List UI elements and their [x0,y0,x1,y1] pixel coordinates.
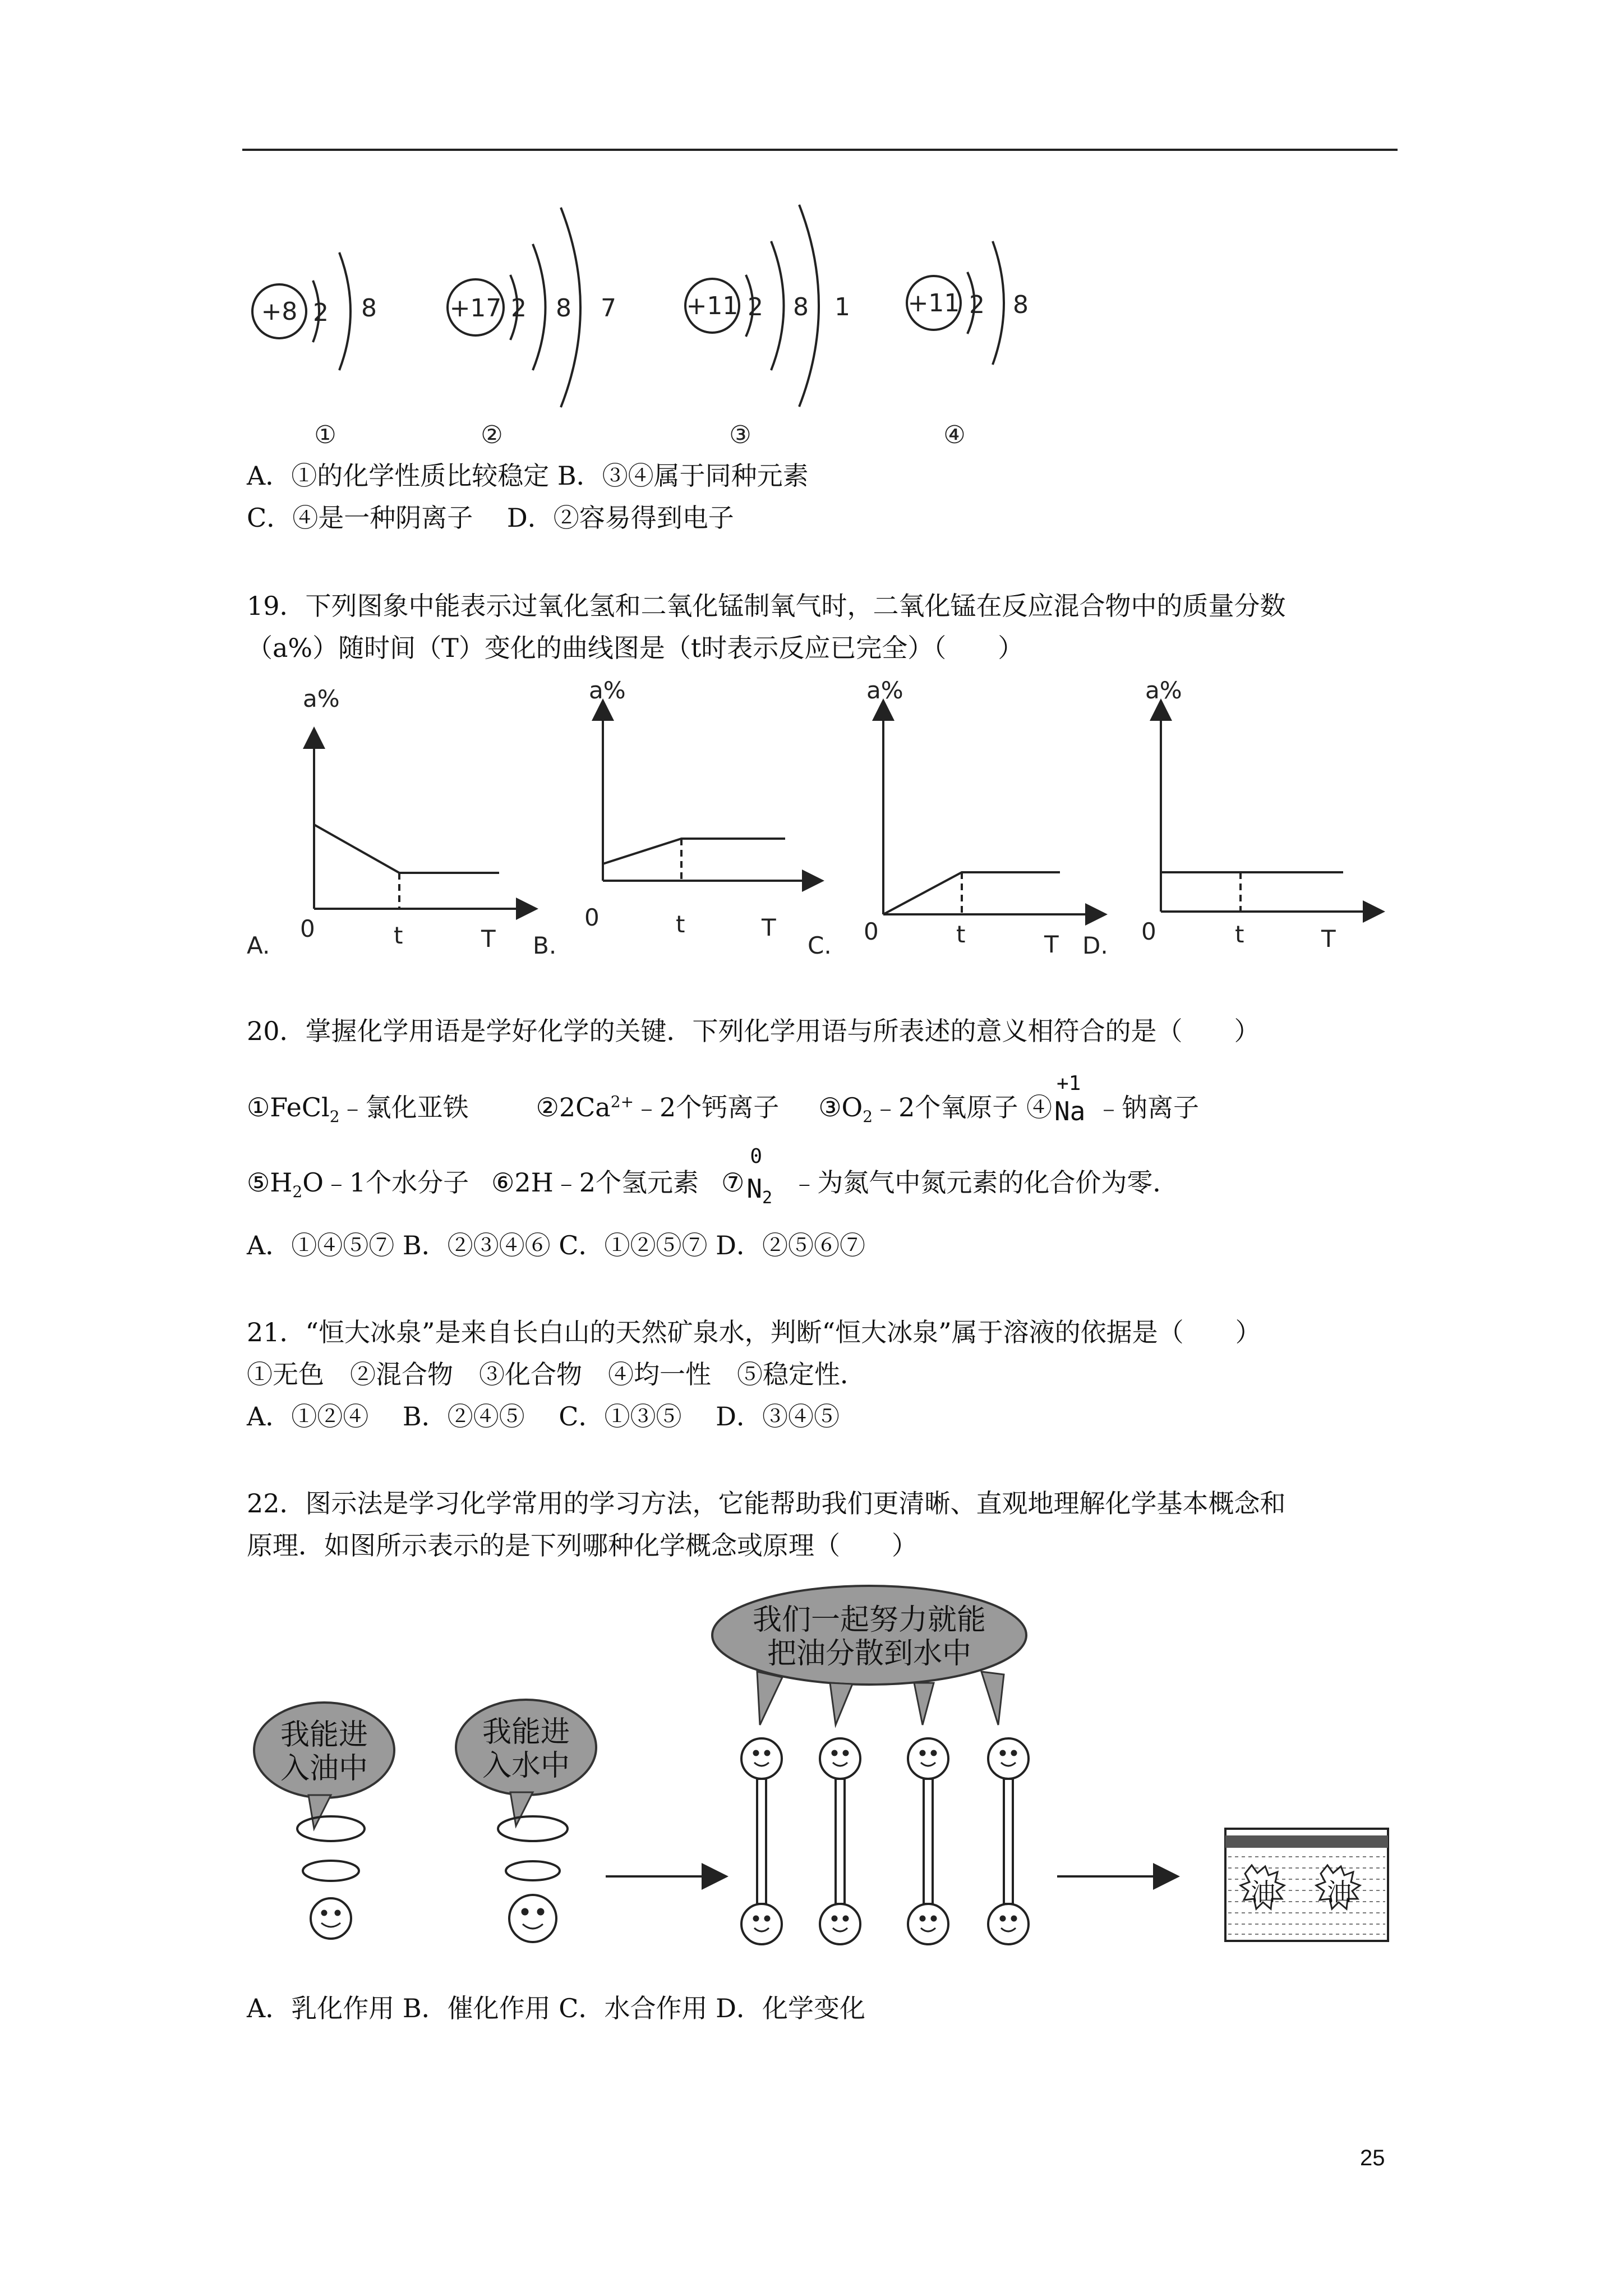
graphC-t: t [956,921,966,948]
q20-item7: ⑦ 0 $N_2$ ﹣为氮气中氮元素的化合价为零． [721,1145,1179,1208]
atom3-shell2: 8 [793,293,809,321]
q20-stem: 20．掌握化学用语是学好化学的关键．下列化学用语与所表述的意义相符合的是（ ） [247,1016,1260,1046]
atom4-shell2: 8 [1013,291,1029,319]
atom1-shell1: 2 [313,298,329,327]
atom2-shell1: 2 [511,294,527,323]
header-rule [242,149,1398,151]
atom2-label: ② [481,421,503,449]
graphA-t: t [394,922,403,949]
q18-options-line2: C．④是一种阴离子 D．②容易得到电子 [247,503,734,533]
graphB-x: T [762,914,776,941]
atom3-label: ③ [729,421,751,449]
graphC-ylabel: a% [866,679,903,704]
bubble-water-line2: 入水中 [482,1749,570,1783]
graphA-option: A. [247,932,270,959]
bubble-big-line2: 把油分散到水中 [767,1637,972,1671]
q20-items-line1: ①FeCl$_2$﹣氯化亚铁 $②2Ca^{2+}﹣2$个钙离子 $③O_2﹣2$个氧原子 ④ +1 Na ﹣钠离子 [247,1072,1199,1127]
atom1-label: ① [314,421,336,449]
emulsification-diagram [241,1582,1408,1986]
graphA-origin: 0 [300,915,315,942]
q20-item3: $③O_2﹣2$个氧原子 ④ [818,1092,1052,1126]
graphB-origin: 0 [584,904,600,931]
graphD-x: T [1321,925,1336,953]
atom3-nucleus: +11 [686,292,739,320]
atom1-shell2: 8 [361,294,377,323]
graphA-ylabel: a% [303,685,340,712]
graphB-option: B. [533,932,557,959]
emulsion-beaker-icon [1225,1829,1388,1941]
atom2-shell2: 8 [556,294,571,323]
q19-stem-line2: （a%）随时间（T）变化的曲线图是（t时表示反应已完全）（ ） [247,633,1024,663]
q22-stem-line2: 原理．如图所示表示的是下列哪种化学概念或原理（ ） [247,1530,917,1561]
graphB-t: t [676,910,685,938]
q22-stem-line1: 22．图示法是学习化学常用的学习方法，它能帮助我们更清晰、直观地理解化学基本概念和 [247,1488,1286,1519]
q20-item5: $⑤H_2O﹣1$个水分子 [247,1167,469,1202]
bubble-big-line1: 我们一起努力就能 [752,1603,986,1637]
graphD-t: t [1235,921,1244,948]
graphB-ylabel: a% [589,679,626,704]
atom4-label: ④ [943,421,966,449]
page-number: 25 [1360,2146,1385,2170]
graphA-x: T [481,925,496,953]
graphC-origin: 0 [864,918,879,945]
graphD-origin: 0 [1141,918,1156,945]
bubble-water-line1: 我能进 [482,1715,570,1749]
bubble-oil-line2: 入油中 [280,1752,368,1786]
q20-items-line2 [247,1145,1179,1209]
graphC-option: C. [808,932,832,959]
q20-item4-symbol: +1 Na [1054,1072,1086,1127]
q22-options: A．乳化作用 B．催化作用 C．水合作用 D．化学变化 [247,1993,865,2023]
q19-stem-line1: 19．下列图象中能表示过氧化氢和二氧化锰制氧气时，二氧化锰在反应混合物中的质量分数 [247,591,1286,621]
atom4-shell1: 2 [969,291,985,319]
q18-options-line1: A．①的化学性质比较稳定 B．③④属于同种元素 [247,461,809,491]
q21-items: ①无色 ②混合物 ③化合物 ④均一性 ⑤稳定性． [247,1359,866,1389]
q20-options: A．①④⑤⑦ B．②③④⑥ C．①②⑤⑦ D．②⑤⑥⑦ [247,1230,865,1260]
atom1-nucleus: +8 [261,297,298,326]
oil-droplet-label-1: 油 [1251,1878,1275,1907]
q20-item2: $②2Ca^{2+}﹣2$个钙离子 [536,1092,780,1123]
atom-structure-diagrams [241,191,1094,460]
q19-graphs [241,679,1396,970]
q20-item6: ⑥2H﹣2个氢元素 [491,1167,699,1198]
atom2-nucleus: +17 [449,294,502,323]
bubble-oil-line1: 我能进 [280,1718,368,1752]
atom4-nucleus: +11 [907,289,960,318]
atom2-shell3: 7 [601,294,616,323]
atom3-shell3: 1 [834,293,850,321]
q20-item1: ①FeCl$_2$﹣氯化亚铁 [247,1092,469,1126]
graphD-ylabel: a% [1145,679,1182,704]
atom3-shell1: 2 [748,293,763,321]
graphC-x: T [1044,931,1059,958]
q21-stem: 21．“恒大冰泉”是来自长白山的天然矿泉水，判断“恒大冰泉”属于溶液的依据是（ ） [247,1317,1261,1347]
oil-droplet-label-2: 油 [1327,1878,1352,1907]
q21-options: A．①②④ B．②④⑤ C．①③⑤ D．③④⑤ [247,1401,840,1432]
graphD-option: D. [1082,932,1108,959]
